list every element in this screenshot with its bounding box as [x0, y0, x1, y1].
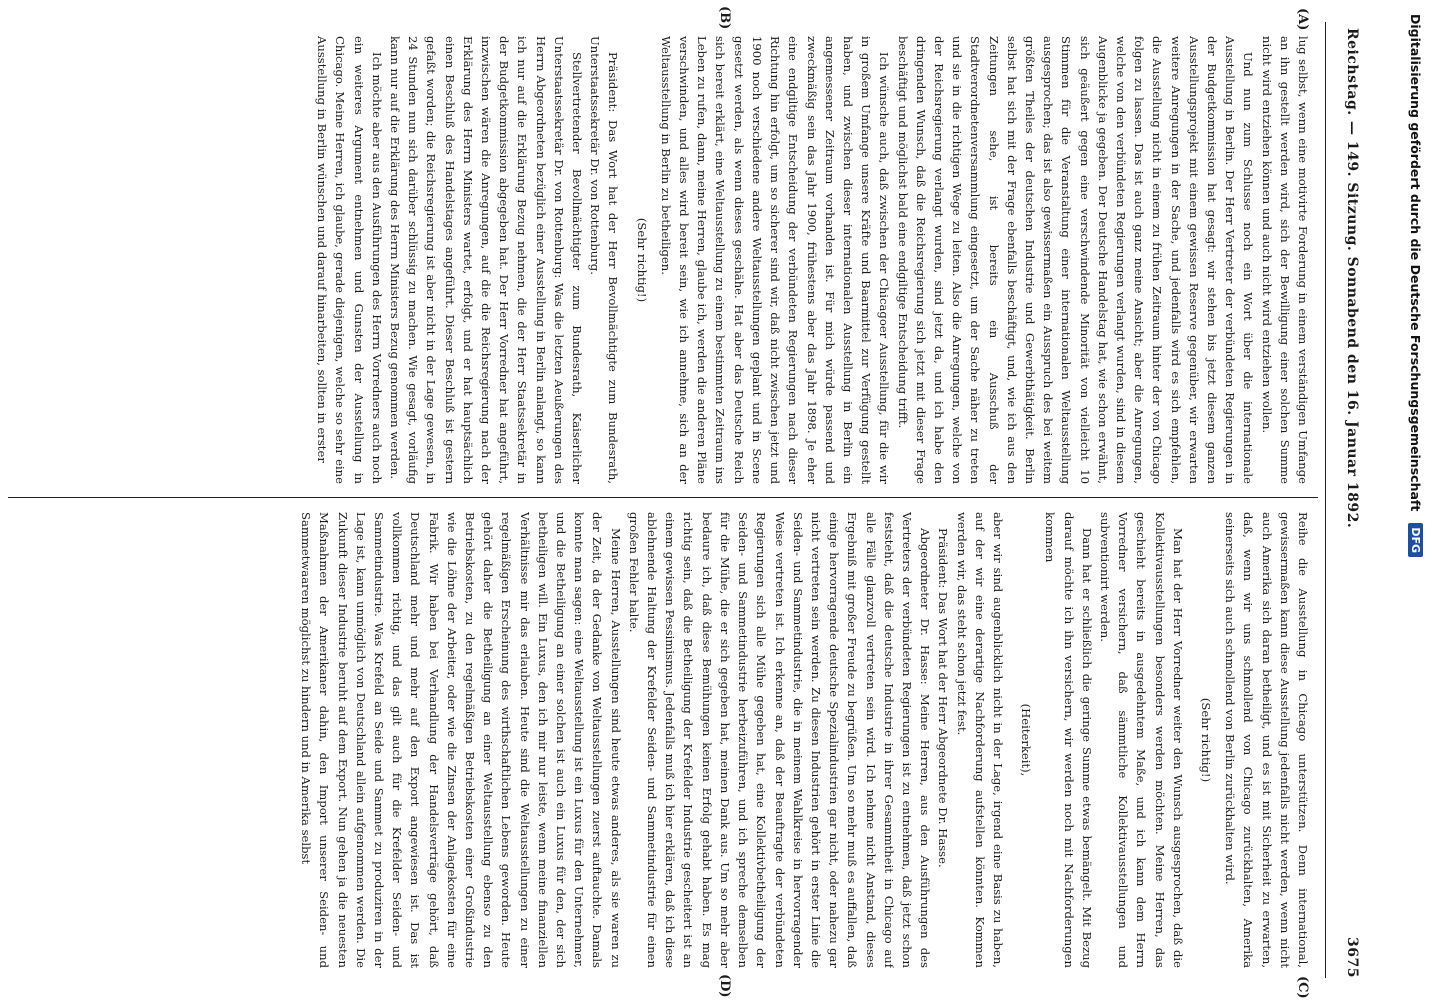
interjection: (Sehr richtig!)	[1198, 697, 1213, 783]
paragraph: Dann hat er schließlich die geringe Summe etwas bemängelt. Mit Bezug darauf möchte ich ihn versichern, wir werden noch mit Nachforderungen kommen	[1043, 512, 1094, 968]
credit-text: Digitalisierung gefördert durch die Deutsche Forschungsgemeinschaft	[1408, 14, 1424, 512]
speaker-paragraph: Abgeordneter Dr. Hasse: Meine Herren, aus den Ausführungen des Vertreters der verbündeten Regierungen ist zu entnehmen, daß jetzt schon feststeht, daß die deutsche Industrie in ihrer Gesammtheit in Chicago auf alle Fälle glanzvoll vertreten sein wird. Ich nehme nicht Anstand, dieses Ergebniß mit großer Freude zu begrüßen. Um so mehr muß es auffallen, daß einige hervorragende deutsche Spezialindustrien gar nicht, oder nahezu gar nicht vertreten sein werden. Zu diesen Industrien gehört in erster Linie die Seiden- und Sammetindustrie, die in meinem Wahlkreise in hervorragender Weise vertreten ist. Ich erkenne an, daß der Beauftragte der verbündeten Regierungen sich alle Mühe gegeben hat, eine Kollektivbetheiligung der Seiden- und Sammetindustrie herbeizuführen, und ich spreche demselben für die Mühe, die er sich gegeben hat, meinen Dank aus. Um so mehr aber bedaure ich, daß diese Bemühungen keinen Erfolg gehabt haben. Es mag richtig sein, daß die Betheiligung der Krefelder Industrie gescheitert ist an einem gewissen Pessimismus. Jedenfalls muß ich hier erklären, daß ich diese ablehnende Haltung der Krefelder Seiden- und Sammetindustrie für einen großen Fehler halte.	[626, 512, 933, 968]
paragraph: Meine Herren, Ausstellungen sind heute etwas anderes, als sie waren zu der Zeit, da der Gedanke von Weltausstellungen zuerst auftauchte. Damals konnte man sagen: eine Weltausstellung ist ein Luxus für den Unternehmer, und die Betheiligung an einer solchen ist auch ein Luxus für den, der sich betheiligen will. Ein Luxus, den ich mir nur leiste, wenn meine finanziellen Verhältnisse mir das erlauben. Heute sind die Weltausstellungen zu einer regelmäßigen Erscheinung des wirthschaftlichen Lebens geworden. Heute gehört daher die Betheiligung an einer Weltausstellung ebenso zu den Betriebskosten, zu den regelmäßigen Betriebskosten einer Großindustrie wie die Löhne der Arbeiter, oder wie die Zinsen der Anlagekosten für eine Fabrik. Wir haben bei Verhandlung der Handelsverträge gehört, daß Deutschland mehr und mehr auf den Export angewiesen ist. Das ist vollkommen richtig, und das gilt auch für die Krefelder Seiden- und Sammetindustrie. Was Krefeld an Seide und Sammet zu produziren in der Lage ist, kann unmöglich von Deutschland allein aufgenommen werden. Die Zukunft dieser Industrie beruht auf dem Export. Nun gehen ja die neuesten Maßnahmen der Amerikaner dahin, den Import unserer Seiden- und Sammetwaaren möglichst zu hindern und in Amerika selbst	[299, 512, 623, 968]
dfg-logo-icon: DFG	[1409, 523, 1424, 557]
margin-letter-c: (C)	[1295, 976, 1310, 999]
page-number: 3675	[1344, 937, 1360, 978]
header-rule	[1325, 22, 1326, 978]
paragraph: Man hat der Herr Vorredner weiter den Wunsch ausgesprochen, daß die Kollektivausstellungen besonders werden möchten. Meine Herren, das geschieht bereits in ausgedehntem Maße, und ich kann dem Herrn Vorredner versichern, daß sämmtliche Kollektivausstellungen und subventionirt werden.	[1097, 512, 1185, 968]
page-header: Reichstag. — 149. Sitzung. Sonnabend den 16. Januar 1892.	[1344, 28, 1360, 529]
margin-letter-a: (A)	[1295, 8, 1310, 31]
interjection: (Heiterkeit),	[1019, 703, 1034, 777]
paragraph: Und nun zum Schlusse noch ein Wort über die internationale Ausstellung in Berlin. Der Herr Vertreter der verbündeten Regierungen in der Budgetkommission hat gesagt: wir stehen bis jetzt diesem ganzen Ausstellungsprojekt mit einem gewissen Reserve gegenüber, wir erwarten weitere Anregungen in der Sache, und jedenfalls wird es sich empfehlen, die Ausstellung nicht in einem zu frühen Zeitraum hinter der von Chicago folgen zu lassen. Das ist auch ganz meine Ansicht; aber die Anregungen, welche von den verbündeten Regierungen verlangt wurden, sind in diesem Augenblicke ja gegeben. Der Deutsche Handelstag hat, wie schon erwähnt, sich geäußert gegen eine verschwindende Minorität von vielleicht 10 Stimmen für die Veranstaltung einer internationalen Weltausstellung ausgesprochen; das ist also gewissermaßen ein Ausspruch des bei weitem größten Theiles der deutschen Industrie und Gewerbthätigkeit. Berlin selbst hat sich mit der Frage ebenfalls beschäftigt, und, wie ich aus den Zeitungen sehe, ist bereits ein Ausschuß der Stadtverordnetenversammlung eingesetzt, um der Sache näher zu treten und sie in die richtigen Wege zu leiten. Also die Anregungen, welche von der Reichsregierung verlangt wurden, sind jetzt da, und ich habe den dringenden Wunsch, daß die Reichsregierung sich jetzt mit dieser Frage beschäftigt und möglichst bald eine endgiltige Entscheidung trifft.	[895, 36, 1256, 484]
margin-letter-b: (B)	[717, 6, 732, 30]
column-divider	[8, 497, 1318, 498]
speaker-paragraph: Präsident: Das Wort hat der Herr Bevollmächtigte zum Bundesrath, Unterstaatssekretär Dr. von Rottenburg.	[588, 36, 621, 484]
paragraph: Ich wünsche auch, daß zwischen der Chicagoer Ausstellung, für die wir in großem Umfange unsere Kräfte und Baarmittel zur Verfügung gestellt haben, und zwischen dieser internationalen Ausstellung in Berlin ein angemessener Zeitraum vorhanden ist. Für mich würde passend und zweckmäßig sein das Jahr 1900, frühestens aber das Jahr 1898. Je eher eine endgiltige Entscheidung der verbündeten Regierungen nach dieser Richtung hin erfolgt, um so sicherer sind wir, daß nicht zwischen jetzt und 1900 noch verschiedene andere Weltausstellungen geplant und in Scene gesetzt werden, als wenn dieses geschähe. Hat aber das Deutsche Reich sich bereit erklärt, eine Weltausstellung zu einem bestimmten Zeitraum ins Leben zu rufen, dann, meine Herren, glaube ich, werden die anderen Pläne verschwinden, und alles wird bereit sein, wie ich annehme, sich an der Weltausstellung in Berlin zu betheiligen.	[658, 36, 892, 484]
left-column	[20, 36, 1312, 484]
paragraph: lug selbst, wenn eine motivirte Forderung in einem verständigen Umfange an ihn gestellt werden wird, sich der Bewilligung einer solchen Summe nicht wird entziehen können und auch nicht wird entziehen wollen.	[1259, 36, 1310, 484]
speaker-paragraph: Präsident: Das Wort hat der Herr Abgeordnete Dr. Hasse.	[936, 528, 951, 868]
margin-letter-d: (D)	[717, 974, 732, 998]
paragraph: aber wir sind augenblicklich nicht in der Lage, irgend eine Basis zu haben, auf der wir eine derartige Nachforderung aufstellen könnten. Kommen werden wir, das steht schon jetzt fest.	[954, 512, 1005, 968]
paragraph: Reihe die Ausstellung in Chicago unterstützen. Denn international, gewissermaßen kann diese Ausstellung jedenfalls nicht werden, wenn nicht auch Amerika sich daran betheiligt, und es ist mit Sicherheit zu erwarten, daß, wenn wir uns schmollend von Chicago zurückhalten, Amerika seinerseits sich auch schmollend von Berlin zurückhalten wird.	[1223, 512, 1310, 968]
interjection: (Sehr richtig!)	[634, 217, 649, 303]
paragraph: Ich möchte aber aus den Ausführungen des Herrn Vorredners auch noch ein weiteres Argument entnehmen und Gunsten der Ausstellung in Chicago. Meine Herren, ich glaube, gerade diejenigen, welche so sehr eine Ausstellung in Berlin wünschen und darauf hinarbeiten, sollten in erster	[315, 36, 384, 484]
right-column	[20, 512, 1312, 968]
digitization-credit	[1400, 0, 1432, 1000]
speaker-paragraph: Stellvertretender Bevollmächtigter zum Bundesrath, Kaiserlicher Unterstaatssekretär Dr. von Rottenburg: Was die letzten Aeußerungen des Herrn Abgeordneten bezüglich einer Ausstellung in Berlin anlangt, so kann ich nur auf die Erklärung Bezug nehmen, die der Herr Staatssekretär in der Budgetkommission abgegeben hat. Der Herr Vorredner hat angeführt, inzwischen wären die Anregungen, auf die die Reichsregierung nach der Erklärung des Herrn Ministers wartet, erfolgt, und er hat hauptsächlich einen Beschluß des Handelstages angeführt. Dieser Beschluß ist gestern gefaßt worden; die Reichsregierung ist aber nicht in der Lage gewesen, in 24 Stunden nun sich darüber schlüssig zu machen. Wie gesagt, vorläufig kann nur auf die Erklärung des Herrn Ministers Bezug genommen werden.	[388, 36, 585, 484]
